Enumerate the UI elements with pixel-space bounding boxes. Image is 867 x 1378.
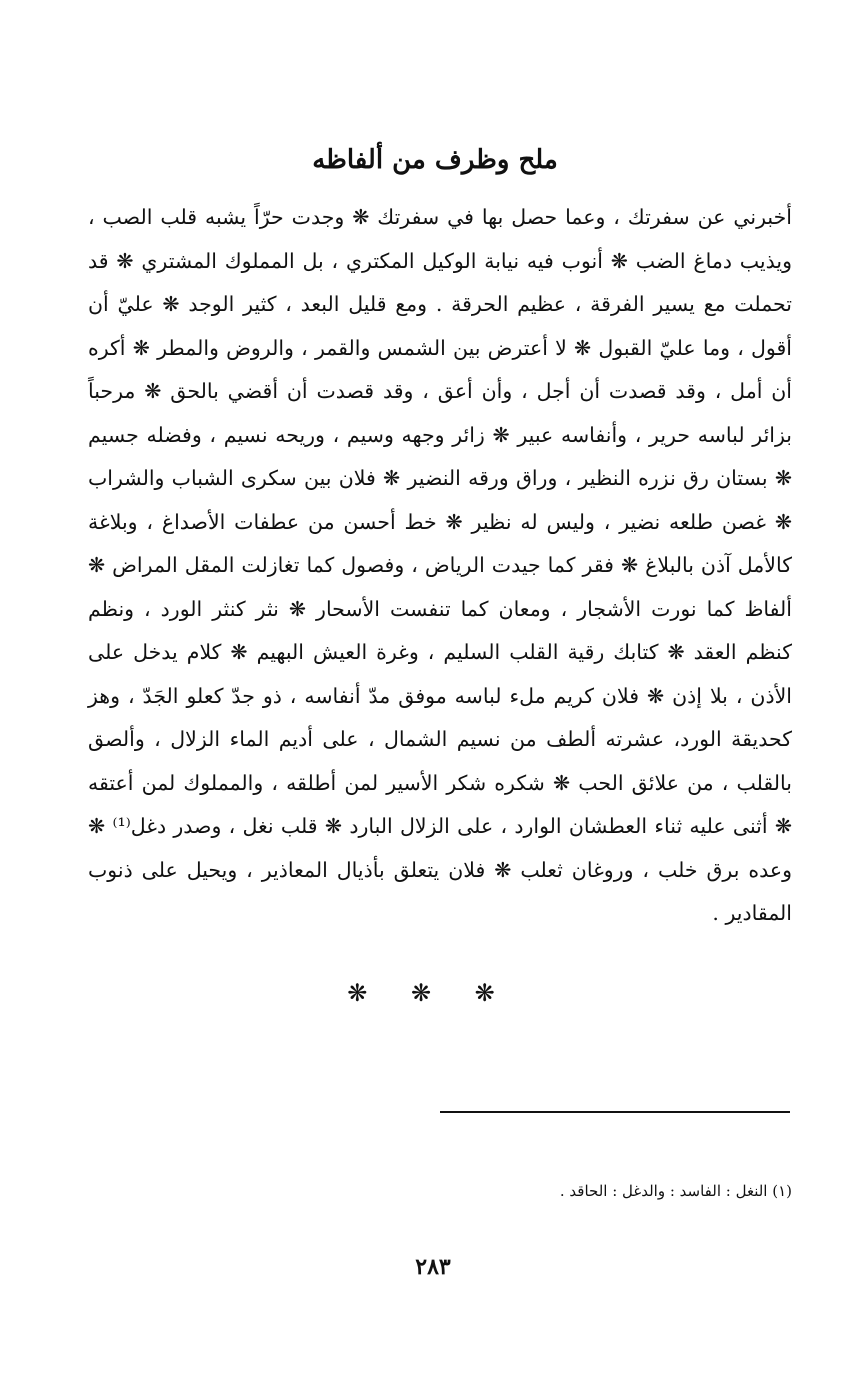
footnote-divider (440, 1111, 790, 1113)
footnote: (١) النغل : الفاسد : والدغل : الحاقد . (559, 1182, 792, 1200)
section-separator: ❋ ❋ ❋ (347, 979, 513, 1007)
chapter-title: ملح وظرف من ألفاظه (312, 145, 558, 175)
page-number: ٢٨٣ (415, 1254, 451, 1280)
body-paragraph: أخبرني عن سفرتك ، وعما حصل بها في سفرتك ❋ وجدت حرّاً يشبه قلب الصب ، ويذيب دماغ الضب ❋ أنوب فيه نيابة الوكيل المكتري ، بل المملوك المشتري ❋ قد تحملت مع يسير الفرقة ، عظيم الحرقة . ومع قليل البعد ، كثير الوجد ❋ عليّ أن أقول ، وما عليّ القبول ❋ لا أعترض بين الشمس والقمر ، والروض والمطر ❋ أكره أن أمل ، وقد قصدت أن أجل ، وأن أعق ، وقد قصدت أن أقضي بالحق ❋ مرحباً بزائر لباسه حرير ، وأنفاسه عبير ❋ زائر وجهه وسيم ، وريحه نسيم ، وفضله جسيم ❋ بستان رق نزره النظير ، وراق ورقه النضير ❋ فلان بين سكرى الشباب والشراب ❋ غصن طلعه نضير ، وليس له نظير ❋ خط أحسن من عطفات الأصداغ ، وبلاغة كالأمل آذن بالبلاغ ❋ فقر كما جيدت الرياض ، وفصول كما تغازلت المقل المراض ❋ ألفاظ كما نورت الأشجار ، ومعان كما تنفست الأسحار ❋ نثر كنثر الورد ، ونظم كنظم العقد ❋ كتابك رقية القلب السليم ، وغرة العيش البهيم ❋ كلام يدخل على الأذن ، بلا إذن ❋ فلان كريم ملء لباسه موفق مدّ أنفاسه ، ذو جدّ كعلو الجَدّ ، وهز كحديقة الورد، عشرته ألطف من نسيم الشمال ، على أديم الماء الزلال ، وألصق بالقلب ، من علائق الحب ❋ شكره شكر الأسير لمن أطلقه ، والمملوك لمن أعتقه ❋ أثنى عليه ثناء العطشان الوارد ، على الزلال البارد ❋ قلب نغل ، وصدر دغل⁽¹⁾ ❋ وعده برق خلب ، وروغان ثعلب ❋ فلان يتعلق بأذيال المعاذير ، ويحيل على ذنوب المقادير . (88, 205, 792, 925)
